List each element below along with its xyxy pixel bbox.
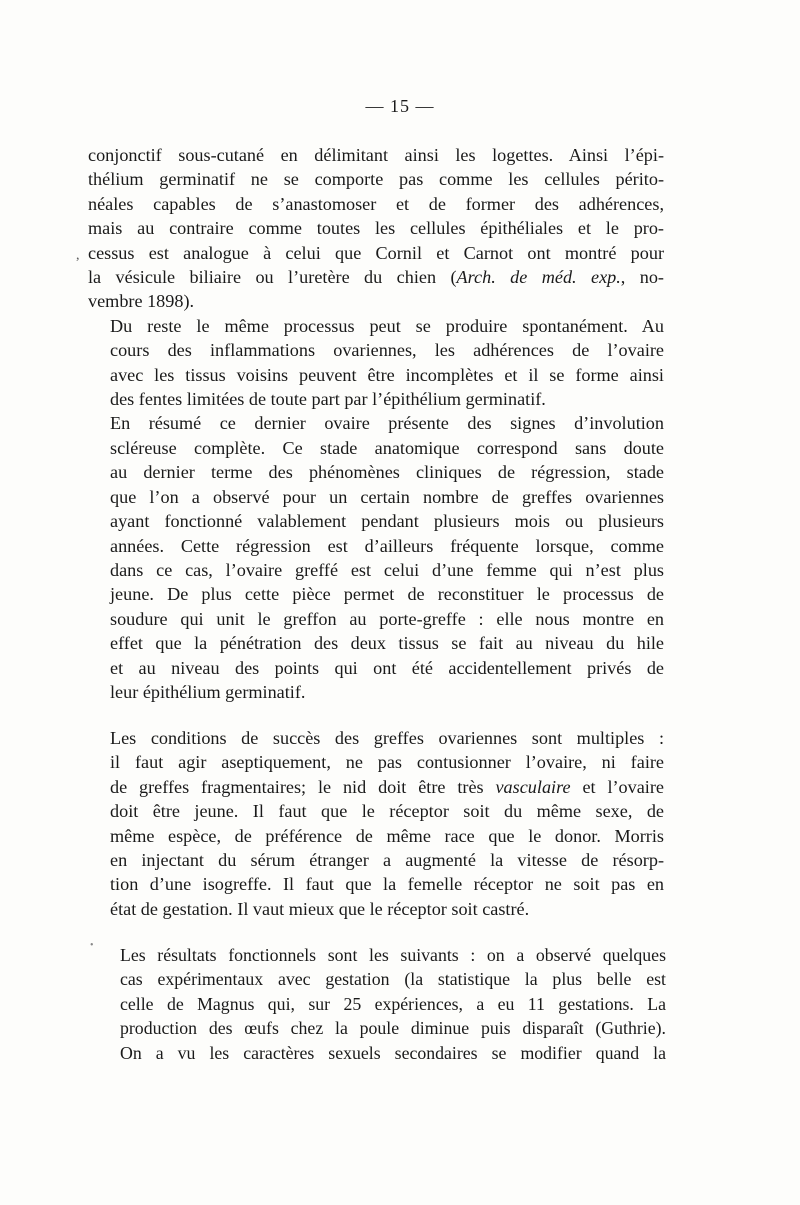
text-section-2 (88, 726, 664, 921)
text-line: cours des inflammations ovariennes, les adhérences de l’ovaire (110, 340, 664, 361)
text-fragment: de greffes fragmentaires; le nid doit être très (110, 776, 496, 797)
text-line: celle de Magnus qui, sur 25 expériences, a eu 11 gestations. La (120, 993, 666, 1014)
text-line: scléreuse complète. Ce stade anatomique correspond sans doute (110, 437, 664, 458)
paragraph-2 (88, 314, 664, 412)
text-line: en injectant du sérum étranger a augmenté la vitesse de résorp- (110, 850, 664, 871)
text-line: état de gestation. Il vaut mieux que le réceptor soit castré. (110, 898, 530, 919)
text-line: On a vu les caractères sexuels secondaires se modifier quand la (120, 1042, 666, 1063)
text-line: années. Cette régression est d’ailleurs fréquente lorsque, comme (110, 535, 664, 556)
text-line: En résumé ce dernier ovaire présente des signes d’involution (110, 413, 664, 434)
text-fragment: , no- (620, 267, 664, 288)
emphasis-italic: vasculaire (495, 776, 571, 797)
text-line: dans ce cas, l’ovaire greffé est celui d’une femme qui n’est plus (110, 559, 664, 580)
text-line: production des œufs chez la poule diminue puis disparaît (Guthrie). (120, 1018, 666, 1039)
text-line: au dernier terme des phénomènes cliniques de régression, stade (110, 462, 664, 483)
text-fragment: et l’ovaire (570, 776, 664, 797)
paragraph-4 (88, 726, 664, 921)
text-line: doit être jeune. Il faut que le réceptor soit du même sexe, de (110, 801, 664, 822)
text-line (88, 265, 664, 289)
text-line: même espèce, de préférence de même race que le donor. Morris (110, 825, 664, 846)
text-line: mais au contraire comme toutes les cellules épithéliales et le pro- (88, 218, 664, 239)
text-section-3 (98, 943, 666, 1065)
margin-mark: , (76, 248, 80, 263)
paragraph-3 (88, 411, 664, 704)
text-line: il faut agir aseptiquement, ne pas contusionner l’ovaire, ni faire (110, 752, 664, 773)
text-line: Les conditions de succès des greffes ovariennes sont multiples : (110, 728, 664, 748)
text-line: jeune. De plus cette pièce permet de reconstituer le processus de (110, 584, 664, 605)
text-line: Du reste le même processus peut se produire spontanément. Au (110, 315, 664, 336)
citation-italic: Arch. de méd. exp. (456, 267, 621, 288)
text-line: que l’on a observé pour un certain nombre de greffes ovariennes (110, 486, 664, 507)
text-line: Les résultats fonctionnels sont les suivants : on a observé quelques (120, 945, 666, 965)
text-line: avec les tissus voisins peuvent être incomplètes et il se forme ainsi (110, 364, 664, 385)
margin-dot: • (90, 940, 94, 951)
text-line: ayant fonctionné valablement pendant plusieurs mois ou plusieurs (110, 511, 664, 532)
text-section-1 (88, 143, 664, 704)
paragraph-1 (88, 143, 664, 314)
text-line: cessus est analogue à celui que Cornil et Carnot ont montré pour (88, 242, 664, 263)
text-line: thélium germinatif ne se comporte pas comme les cellules périto- (88, 169, 664, 190)
text-line: soudure qui unit le greffon au porte-greffe : elle nous montre en (110, 608, 664, 629)
text-line (88, 775, 664, 799)
text-line: tion d’une isogreffe. Il faut que la femelle réceptor ne soit pas en (110, 874, 664, 895)
text-line: effet que la pénétration des deux tissus se fait au niveau du hile (110, 633, 664, 654)
text-line: conjonctif sous-cutané en délimitant ainsi les logettes. Ainsi l’épi- (88, 145, 664, 165)
page-number: — 15 — (365, 96, 435, 116)
text-line: cas expérimentaux avec gestation (la statistique la plus belle est (120, 969, 666, 990)
text-line: vembre 1898). (88, 291, 195, 312)
text-line: néales capables de s’anastomoser et de former des adhérences, (88, 193, 664, 214)
text-fragment: la vésicule biliaire ou l’uretère du chien ( (88, 267, 457, 288)
text-line: des fentes limitées de toute part par l’épithélium germinatif. (110, 389, 546, 410)
text-line: leur épithélium germinatif. (110, 681, 306, 702)
paragraph-5 (98, 943, 666, 1065)
text-line: et au niveau des points qui ont été accidentellement privés de (110, 657, 664, 678)
